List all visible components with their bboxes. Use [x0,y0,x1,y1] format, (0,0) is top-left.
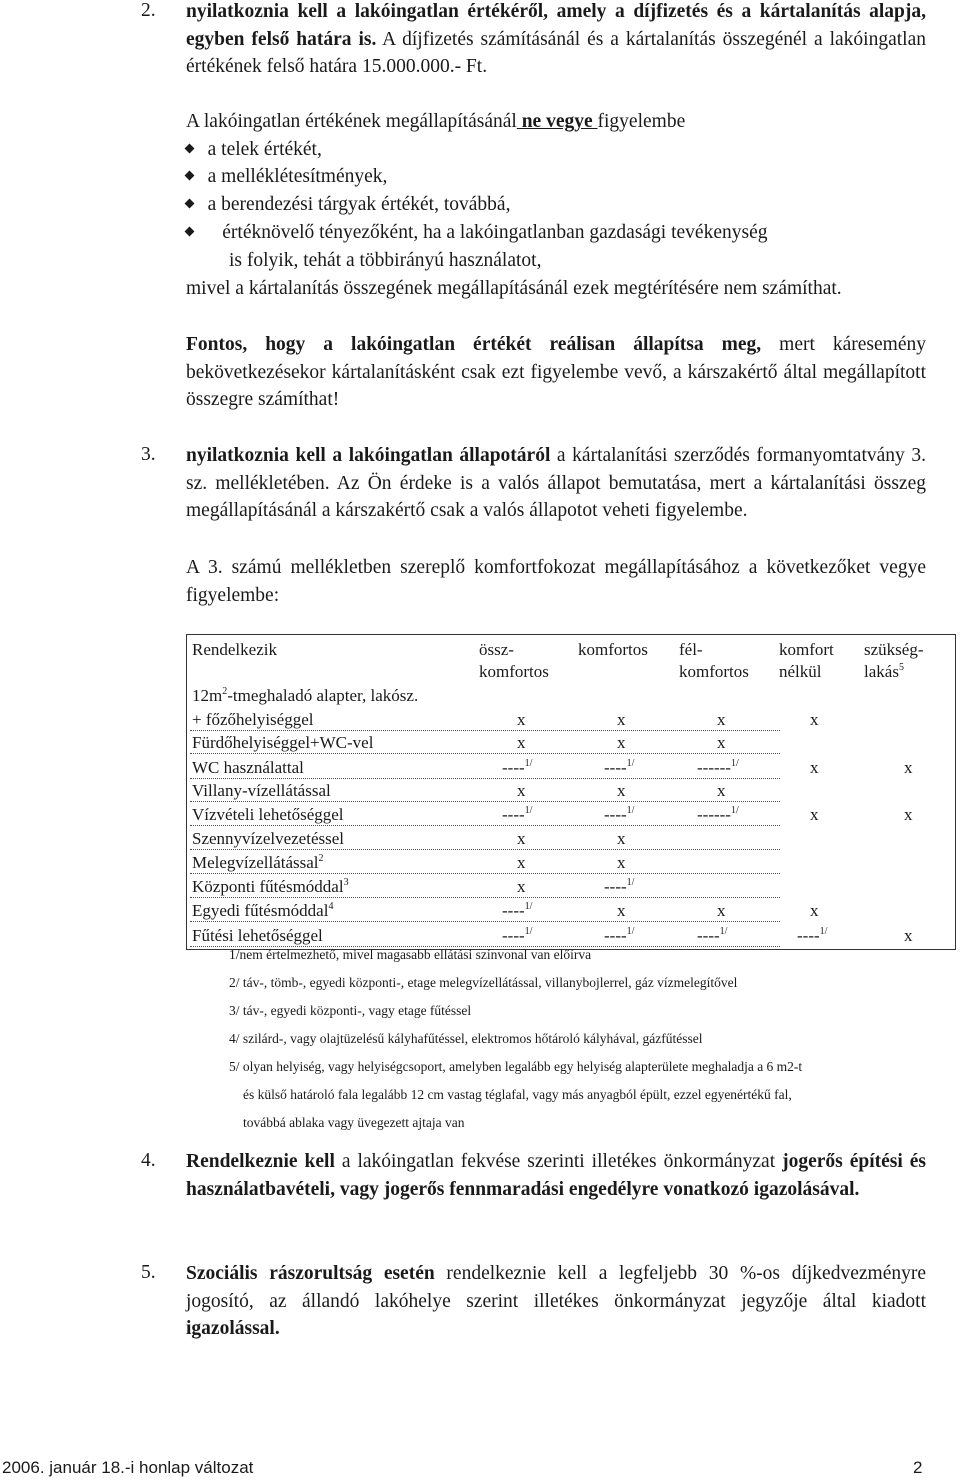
mark-text: ---- [502,901,525,920]
table-mark [502,901,532,921]
mark-text: ---- [604,805,627,824]
mark-text: x [717,710,726,729]
mark-text: ------ [697,805,731,824]
row-label: Szennyvízelvezetéssel [192,829,344,848]
mark-text: x [617,829,626,848]
table-mark [517,853,526,873]
section-2-rest: A díjfizetés számításánál és a kártalanítás összegénél a lakóingatlan értékének felső határa 15.000.000.- Ft. [186,28,926,77]
mark-sup: 1/ [626,758,635,769]
footer-page-number: 2 [913,1458,923,1477]
table-mark [617,853,626,873]
mark-text: x [810,710,819,729]
table-mark [517,877,526,897]
table-mark [797,926,827,946]
s4-rest: a lakóingatlan fekvése szerinti illetékes önkormányzat [334,1151,783,1172]
mark-text: x [904,805,913,824]
p4-bold: Fontos, hogy a lakóingatlan értékét reálisan állapítsa meg, [186,334,762,355]
row-label-2: -tmeghaladó alapter, lakósz. [227,686,419,705]
table-row [192,686,418,706]
th-ossz: össz- [479,640,514,659]
mark-text: x [810,758,819,777]
footnote-2: 2/ táv-, tömb-, egyedi központi-, etage melegvízellátással, villanybojlerrel, gáz vízmelegítővel [229,975,738,990]
p4-rest: mert káresemény bekövetkezésekor kártalanításként csak ezt figyelembe vevő, a kárszakértő által megállapított összegre számíthat! [186,334,926,410]
mark-sup: 1/ [524,901,533,912]
table-mark [617,781,626,801]
section-3-rest: a kártalanítási szerződés formanyomtatvány 3. sz. mellékletében. Az Ön érdeke is a valós állapot bemutatása, mert a kártalanítási összeg megállapításánál a kárszakértő csak a valós állapotot veheti figyelembe. [186,445,926,521]
mark-text: x [617,733,626,752]
section-2-p3: mivel a kártalanítás összegének megállapításánál ezek megtérítésére nem számíthat. [186,278,842,299]
diamond-bullet-icon [185,227,195,237]
s4-bold-1: Rendelkeznie kell [186,1151,335,1172]
mark-sup: 1/ [819,926,828,937]
mark-text: x [904,926,913,945]
mark-text: x [617,781,626,800]
section-2-p2 [186,108,926,136]
bullet-text: értéknövelő tényezőként, ha a lakóingatlanban gazdasági tevékenység [222,222,768,243]
mark-text: ---- [604,758,627,777]
mark-text: x [717,781,726,800]
diamond-bullet-icon [185,199,195,209]
row-label: Fürdőhelyiséggel+WC-vel [192,733,374,752]
mark-text: x [717,901,726,920]
bullet-3 [186,191,510,219]
section-2-p4 [186,331,926,414]
th-szukseg-2 [864,661,904,683]
mark-sup: 1/ [730,758,739,769]
table-mark [904,805,913,825]
section-3-bold: nyilatkoznia kell a lakóingatlan állapotáról [186,445,551,466]
mark-text: x [810,805,819,824]
section-2-intro [186,0,926,81]
p2-text-a: A lakóingatlan értékének megállapításánál [186,111,517,132]
table-mark [517,829,526,849]
table-mark [617,829,626,849]
footnote-4: 4/ szilárd-, vagy olajtüzelésű kályhafűtéssel, elektromos hőtároló kályhával, gázfűtéssel [229,1031,703,1046]
footnote-5-cont-2: továbbá ablaka vagy üvegezett ajtaja van [243,1115,465,1130]
mark-sup: 1/ [730,805,739,816]
table-mark [604,805,634,825]
s4-bold-2: jogerős építési és használatbavételi, vagy jogerős fennmaradási engedélyre vonatkozó igazolásával. [186,1151,926,1200]
table-mark [904,758,913,778]
row-separator [190,873,780,874]
section-2-number: 2. [141,0,156,21]
table-mark [810,758,819,778]
section-2-bold: nyilatkoznia kell a lakóingatlan értékéről, amely a díjfizetés és a kártalanítás alapja, egyben felső határa is. [186,1,926,50]
table-mark [604,877,634,897]
row-separator [190,921,780,922]
mark-sup: 1/ [524,926,533,937]
row-separator [190,897,780,898]
row-separator [190,778,780,779]
mark-sup: 1/ [626,805,635,816]
th-komfort-nelkul-2: nélkül [779,662,822,681]
table-row [192,926,323,946]
mark-text: ---- [502,805,525,824]
section-3-p1 [186,442,926,525]
table-mark [697,758,739,778]
table-row [192,710,313,730]
mark-sup: 1/ [524,805,533,816]
mark-text: x [517,853,526,872]
row-separator [190,730,780,731]
table-mark [717,710,726,730]
bullet-text: a melléklétesítmények, [207,166,388,187]
row-label: Vízvételi lehetőséggel [192,805,344,824]
mark-text: x [517,877,526,896]
mark-sup: 1/ [626,877,635,888]
section-3-number: 3. [141,444,156,465]
row-separator [190,825,780,826]
footnote-1: 1/nem értelmezhető, mivel magasabb ellátási színvonal van előírva [229,947,592,962]
row-label: + főzőhelyiséggel [192,710,314,729]
th-komfort-nelkul: komfort [779,640,834,659]
bullet-4-cont: is folyik, tehát a többirányú használatot, [229,250,542,271]
row-label: Villany-vízellátással [192,781,331,800]
section-4-text [186,1148,926,1203]
section-4-number: 4. [141,1150,156,1171]
mark-text: ---- [604,877,627,896]
table-mark [517,781,526,801]
p2-underlined: ne vegye [516,111,598,132]
section-5-number: 5. [141,1262,156,1283]
bullet-text: a telek értékét, [207,139,322,160]
mark-text: x [517,781,526,800]
row-separator [190,753,780,754]
th-fel: fél- [679,640,703,659]
row-sup: 2 [318,853,324,864]
row-label: 12m [192,686,223,705]
row-sup: 4 [328,901,334,912]
table-mark [697,926,727,946]
s5-bold-1: Szociális rászorultság esetén [186,1263,435,1284]
row-separator [190,801,780,802]
th-fel-2: komfortos [679,662,749,681]
row-label: Egyedi fűtésmóddal [192,901,329,920]
table-row [192,853,324,873]
table-mark [517,710,526,730]
row-sup: 3 [343,877,349,888]
row-separator [190,849,780,850]
table-row [192,877,349,897]
mark-text: ---- [797,926,820,945]
s5-bold-2: igazolással. [186,1318,280,1339]
mark-text: x [617,901,626,920]
mark-text: x [617,710,626,729]
mark-text: ------ [697,758,731,777]
bullet-text: a berendezési tárgyak értékét, továbbá, [207,194,511,215]
th-sup: 5 [898,662,904,673]
table-mark [810,710,819,730]
mark-sup: 1/ [626,926,635,937]
table-row [192,733,373,753]
th-ossz-2: komfortos [479,662,549,681]
mark-text: x [617,853,626,872]
mark-text: x [904,758,913,777]
table-mark [810,805,819,825]
footnote-5: 5/ olyan helyiség, vagy helyiségcsoport, amelyben legalább egy helyiség alapterülete meghaladja a 6 m2-t [229,1059,803,1074]
table-mark [697,805,739,825]
section-5-text [186,1260,926,1343]
mark-text: ---- [502,926,525,945]
th-text: lakás [864,662,899,681]
row-label: Melegvízellátással [192,853,319,872]
mark-text: ---- [697,926,720,945]
bullet-4 [186,219,767,247]
table-mark [617,710,626,730]
mark-text: x [517,829,526,848]
table-mark [604,926,634,946]
row-sup: 2 [222,686,228,697]
th-rendelkezik: Rendelkezik [192,640,277,659]
footnote-5-cont: és külső határoló fala legalább 12 cm vastag téglafal, vagy más anyagból épült, ezzel egyenértékű fal, [243,1087,792,1102]
bullet-2 [186,163,387,191]
mark-text: ---- [502,758,525,777]
table-mark [517,733,526,753]
s5-rest: rendelkeznie kell a legfeljebb 30 %-os díjkedvezményre jogosító, az állandó lakóhelye szerint illetékes önkormányzat jegyzője által kiadott [186,1263,926,1312]
row-label: Központi fűtésmóddal [192,877,344,896]
table-row [192,805,344,825]
mark-sup: 1/ [524,758,533,769]
diamond-bullet-icon [185,144,195,154]
th-komfortos: komfortos [578,640,648,659]
table-row [192,758,304,778]
mark-text: ---- [604,926,627,945]
table-mark [617,733,626,753]
mark-text: x [810,901,819,920]
mark-text: x [517,733,526,752]
footnote-3: 3/ táv-, egyedi központi-, vagy etage fűtéssel [229,1003,472,1018]
table-mark [810,901,819,921]
table-mark [717,781,726,801]
table-mark [502,805,532,825]
table-mark [502,926,532,946]
row-label: WC használattal [192,758,304,777]
p2-text-b: figyelembe [597,111,686,132]
bullet-1 [186,136,322,164]
th-szukseg: szükség- [864,640,924,659]
table-mark [617,901,626,921]
row-label: Fűtési lehetőséggel [192,926,323,945]
footer-left: 2006. január 18.-i honlap változat [2,1458,254,1477]
mark-text: x [517,710,526,729]
table-mark [604,758,634,778]
table-mark [904,926,913,946]
table-row [192,781,331,801]
mark-text: x [717,733,726,752]
section-3-p2: A 3. számú mellékletben szereplő komfortfokozat megállapításához a következőket vegye figyelembe: [186,557,926,606]
table-mark [717,901,726,921]
mark-sup: 1/ [719,926,728,937]
table-row [192,829,344,849]
table-row [192,901,333,921]
table-mark [717,733,726,753]
diamond-bullet-icon [185,171,195,181]
table-mark [502,758,532,778]
